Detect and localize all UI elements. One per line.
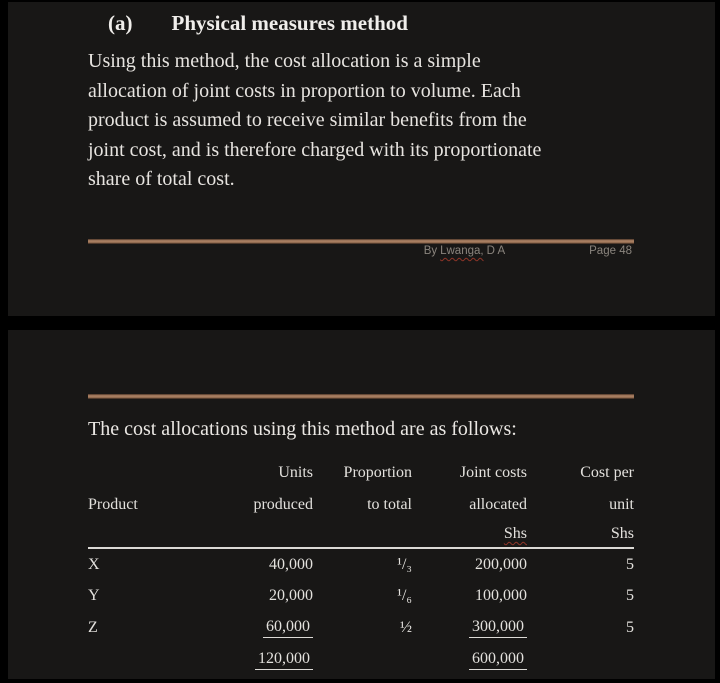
cell-units: 60,000 (228, 612, 313, 644)
accent-rule (88, 239, 634, 244)
slide1-footer (88, 245, 634, 257)
cell-proportion: ¹/₃ (397, 555, 412, 573)
cell-cost-per-unit: 5 (626, 587, 634, 604)
body-line: joint cost, and is therefore charged with its proportionate (88, 138, 542, 161)
cell-product: Z (88, 619, 98, 636)
cell-joint-costs-total: 600,000 (412, 644, 527, 676)
cell-units: 40,000 (269, 555, 313, 573)
table-row-z (88, 612, 634, 644)
slide-1 (8, 2, 715, 316)
col-header-unit: unit (609, 496, 634, 513)
heading-title: Physical measures method (171, 11, 408, 35)
heading-enumerator: (a) (108, 11, 133, 35)
cell-joint-costs: 100,000 (475, 587, 527, 604)
col-header-product: Product (88, 496, 138, 513)
slide-2 (8, 330, 715, 679)
col-header-shs-allocated: Shs (412, 521, 527, 548)
table-row-total (88, 644, 634, 676)
footer-page-number: Page 48 (589, 245, 632, 257)
cell-joint-costs: 300,000 (412, 612, 527, 644)
cell-proportion: ½ (400, 619, 412, 636)
cell-joint-costs: 200,000 (475, 555, 527, 573)
accent-rule (88, 394, 634, 399)
cell-proportion: ¹/₆ (397, 587, 412, 604)
body-line: allocation of joint costs in proportion to volume. Each (88, 79, 521, 102)
footer-author-name: Lwanga, (440, 245, 484, 257)
table-header-row-2 (88, 489, 634, 521)
table-row-x (88, 548, 634, 580)
cell-product: X (88, 555, 100, 573)
col-header-produced: produced (253, 496, 313, 513)
col-header-proportion: Proportion (343, 464, 412, 481)
col-header-shs-unit: Shs (527, 521, 634, 548)
table-header-row-3 (88, 521, 634, 548)
body-line: Using this method, the cost allocation is a simple (88, 50, 481, 72)
col-header-joint-costs: Joint costs (459, 464, 527, 481)
col-header-allocated: allocated (469, 496, 527, 513)
body-line: share of total cost. (88, 168, 235, 190)
table-row-y (88, 580, 634, 612)
cell-cost-per-unit: 5 (626, 619, 634, 636)
cell-cost-per-unit: 5 (626, 555, 634, 573)
body-line: product is assumed to receive similar benefits from the (88, 109, 527, 131)
col-header-to-total: to total (367, 496, 412, 513)
cell-units-total: 120,000 (228, 644, 313, 676)
table-header-row-1 (88, 457, 634, 489)
slide2-heading: The cost allocations using this method are as follows: (88, 418, 517, 440)
cost-allocation-table (88, 457, 634, 676)
slide1-heading (108, 11, 408, 36)
cell-units: 20,000 (269, 587, 313, 604)
footer-author-initials: D A (486, 245, 506, 257)
col-header-units: Units (278, 464, 313, 481)
cell-product: Y (88, 587, 100, 604)
footer-author: By Lwanga, D A (423, 245, 506, 257)
col-header-cost-per: Cost per (580, 464, 634, 481)
slide1-body-text (88, 47, 648, 195)
